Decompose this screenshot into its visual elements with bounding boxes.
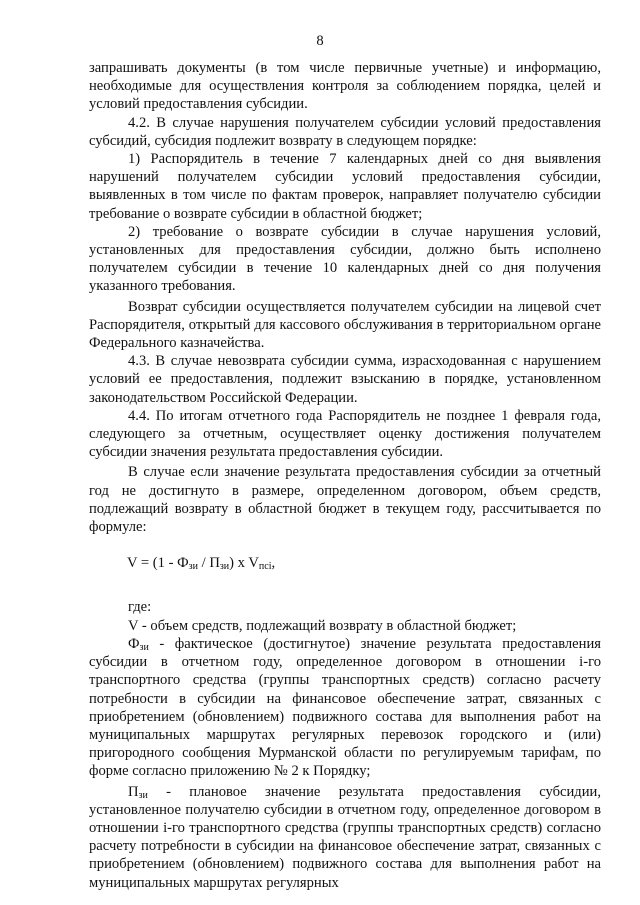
- symbol-f: Ф: [128, 635, 140, 652]
- paragraph-4-4: 4.4. По итогам отчетного года Распорядитель не позднее 1 февраля года, следующего за отчетным, осуществляет оценку достижения получателем субсидии значения результата предоставления субсидии.: [89, 407, 601, 461]
- where-label: где:: [128, 599, 152, 616]
- formula-sub-1: зи: [188, 561, 198, 573]
- formula-end: ,: [271, 555, 276, 572]
- definition-p: [89, 783, 601, 892]
- paragraph-formula-intro: В случае если значение результата предоставления субсидии за отчетный год не достигнуто в размере, определенном договором, объем средств, подлежащий возврату в областной бюджет в текущем году, рассчитывается по формуле:: [89, 464, 601, 536]
- page-number: 8: [316, 33, 324, 49]
- definition-f: [89, 635, 601, 781]
- formula: [127, 554, 601, 572]
- symbol-f-sub: зи: [139, 641, 149, 653]
- formula-mid: / П: [197, 555, 220, 572]
- definition-f-text: - фактическое (достигнутое) значение результата предоставления субсидии в отчетном году, определенное договором в отношении i-го транспортного средства (группы транспортных средств) согласно расчету потребности в субсидии на финансовое обеспечение затрат, связанных с приобретением (обновлением) подвижного состава для выполнения работ на муниципальных маршрутах регулярных перевозок городского и (или) пригородного сообщения Мурманской области по регулируемым тарифам, по форме согласно приложению № 2 к Порядку;: [89, 635, 601, 780]
- formula-sub-3: псi: [258, 561, 272, 573]
- paragraph-continuation: запрашивать документы (в том числе первичные учетные) и информацию, необходимые для осуществления контроля за соблюдением порядка, целей и условий предоставления субсидии.: [89, 60, 601, 113]
- symbol-p: П: [128, 783, 139, 800]
- formula-sub-2: зи: [219, 561, 230, 573]
- paragraph-4-3: 4.3. В случае невозврата субсидии сумма, израсходованная с нарушением условий ее предоставления, подлежит взысканию в порядке, установленном законодательством Российской Федерации.: [89, 353, 601, 406]
- formula-lead: V = (1 - Ф: [127, 555, 189, 572]
- definition-v: V - объем средств, подлежащий возврату в областной бюджет;: [128, 617, 517, 634]
- symbol-p-sub: зи: [138, 789, 148, 801]
- document-body: [89, 59, 601, 892]
- definition-p-text: - плановое значение результата предоставления субсидии, установленное получателю субсидии в отчетном году, определенное договором в отношении i-го транспортного средства (группы транспортных средств) согласно расчету потребности в субсидии на финансовое обеспечение затрат, связанных с приобретением (обновлением) подвижного состава для выполнения работ на муниципальных маршрутах регулярных: [89, 783, 601, 891]
- paragraph-return: Возврат субсидии осуществляется получателем субсидии на лицевой счет Распорядителя, открытый для кассового обслуживания в территориальном органе Федерального казначейства.: [89, 298, 601, 352]
- formula-tail: ) x V: [229, 555, 259, 572]
- paragraph-4-2: 4.2. В случае нарушения получателем субсидии условий предоставления субсидий, субсидия подлежит возврату в следующем порядке:: [89, 114, 601, 149]
- paragraph-item-1: 1) Распорядитель в течение 7 календарных дней со дня выявления нарушений получателем субсидии условий предоставления субсидии, выявленных в том числе по фактам проверок, направляет получателю субсидии требование о возврате субсидии в областной бюджет;: [89, 151, 601, 222]
- paragraph-item-2: 2) требование о возврате субсидии в случае нарушения условий, установленных для предоставления субсидии, должно быть исполнено получателем субсидии в течение 10 календарных дней со дня получения указанного требования.: [89, 223, 601, 295]
